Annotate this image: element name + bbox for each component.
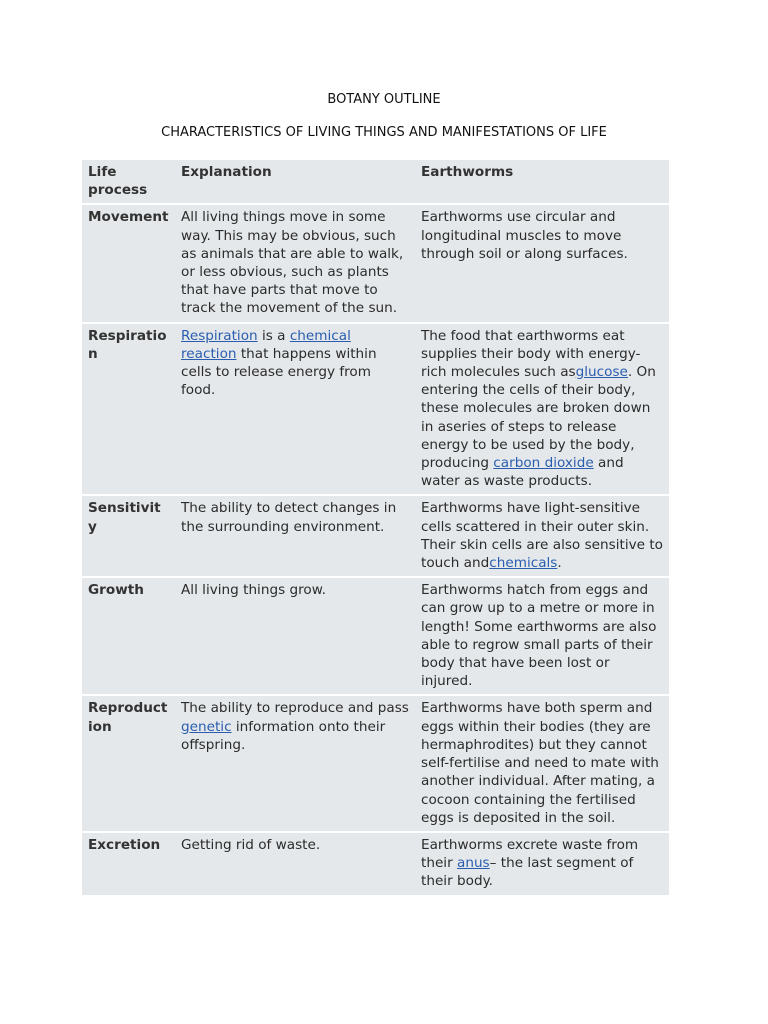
- cell-text: and water as waste products.: [421, 455, 624, 490]
- inline-link[interactable]: chemicals: [489, 555, 558, 572]
- table-row: [82, 577, 669, 695]
- table-header-row: [82, 160, 669, 204]
- table-row: [82, 695, 669, 831]
- header-earthworms: Earthworms: [421, 164, 514, 180]
- explanation-cell: [175, 695, 415, 831]
- life-process-cell: Growth: [82, 577, 175, 695]
- cell-text: that happens within cells to release energy from food.: [181, 345, 377, 399]
- earthworms-cell: [415, 204, 669, 322]
- cell-text: – the last segment of their body.: [421, 855, 634, 890]
- cell-text: All living things grow.: [181, 582, 326, 599]
- earthworms-cell: [415, 695, 669, 831]
- cell-text: The ability to reproduce and pass: [181, 700, 409, 717]
- cell-text: The ability to detect changes in the surrounding environment.: [181, 500, 397, 535]
- cell-text: Earthworms use circular and longitudinal muscles to move through soil or along surfaces.: [421, 209, 628, 262]
- cell-text: . On entering the cells of their body, these molecules are broken down in aseries of steps to release energy to be used by the body, producing: [421, 364, 656, 472]
- inline-link[interactable]: anus: [457, 855, 490, 872]
- life-process-cell: Reproduction: [82, 695, 175, 831]
- explanation-cell: [175, 495, 415, 577]
- explanation-cell: [175, 204, 415, 322]
- document-title: BOTANY OUTLINE: [327, 92, 441, 107]
- document-subtitle: CHARACTERISTICS OF LIVING THINGS AND MANIFESTATIONS OF LIFE: [161, 125, 607, 140]
- header-life-process: Life process: [88, 164, 148, 199]
- life-process-cell: Excretion: [82, 832, 175, 895]
- table-row: [82, 323, 669, 496]
- earthworms-cell: [415, 323, 669, 496]
- inline-link[interactable]: glucose: [575, 364, 628, 381]
- cell-text: All living things move in some way. This may be obvious, such as animals that are able to walk, or less obvious, such as plants that have parts that move to track the movement of the sun.: [181, 209, 404, 317]
- explanation-cell: [175, 323, 415, 496]
- cell-text: .: [557, 555, 562, 572]
- table-row: [82, 832, 669, 895]
- inline-link[interactable]: genetic: [181, 718, 232, 735]
- earthworms-cell: [415, 832, 669, 895]
- earthworms-cell: [415, 495, 669, 577]
- cell-text: Earthworms hatch from eggs and can grow up to a metre or more in length! Some earthworms are also able to regrow small parts of their body that have been lost or injured.: [421, 582, 657, 690]
- table-row: [82, 495, 669, 577]
- cell-text: Getting rid of waste.: [181, 836, 321, 853]
- life-process-cell: Movement: [82, 204, 175, 322]
- inline-link[interactable]: Respiration: [181, 327, 258, 344]
- header-explanation: Explanation: [181, 164, 272, 180]
- earthworms-cell: [415, 577, 669, 695]
- explanation-cell: [175, 832, 415, 895]
- cell-text: Earthworms have both sperm and eggs within their bodies (they are hermaphrodites) but they cannot self-fertilise and need to mate with another individual. After mating, a cocoon containing the fertilised eggs is deposited in the soil.: [421, 700, 659, 826]
- cell-text: Earthworms have light-sensitive cells scattered in their outer skin. Their skin cells are also sensitive to touch and: [421, 500, 663, 572]
- life-process-cell: Sensitivity: [82, 495, 175, 577]
- explanation-cell: [175, 577, 415, 695]
- cell-text: Earthworms excrete waste from their: [421, 836, 639, 872]
- cell-text: is a: [257, 327, 290, 344]
- cell-text: The food that earthworms eat supplies their body with energy-rich molecules such as: [421, 327, 641, 381]
- inline-link[interactable]: carbon dioxide: [493, 455, 594, 472]
- life-process-table: [82, 160, 669, 895]
- cell-text: information onto their offspring.: [181, 718, 386, 753]
- life-process-cell: Respiration: [82, 323, 175, 496]
- table-row: [82, 204, 669, 322]
- inline-link[interactable]: chemical reaction: [181, 327, 351, 362]
